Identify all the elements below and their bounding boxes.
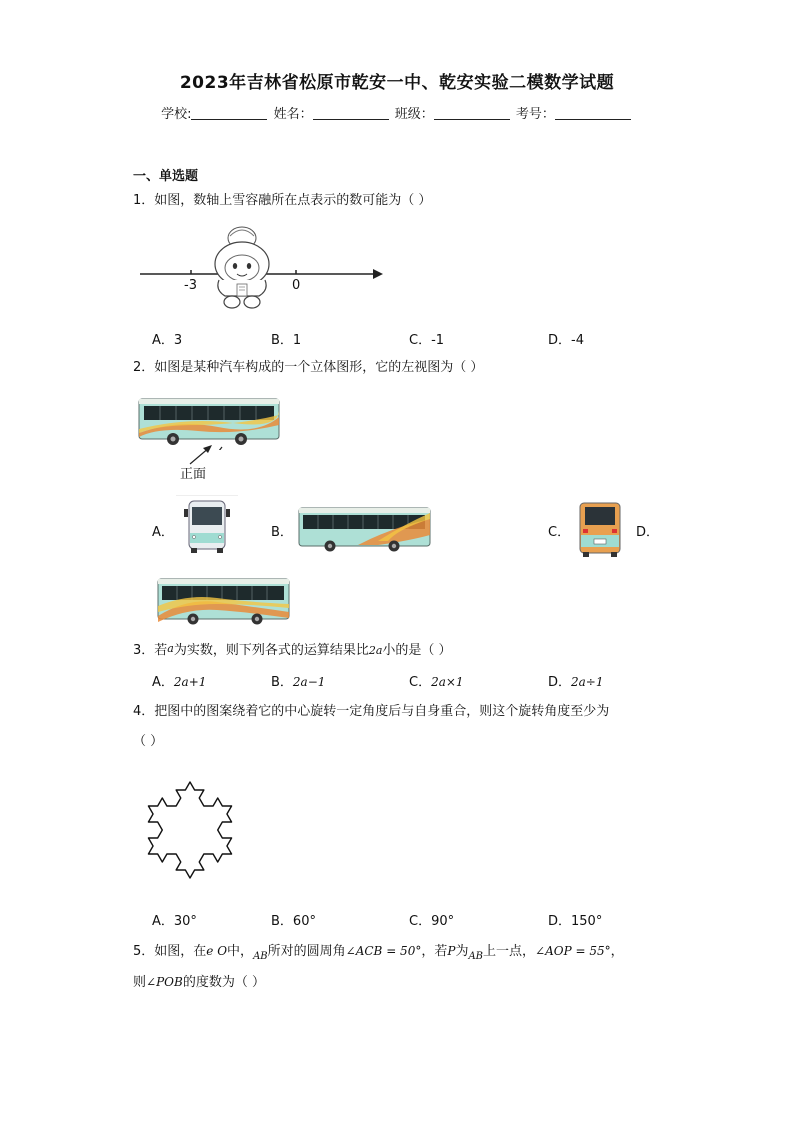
- q3-option-b-expr: 2a−1: [292, 675, 326, 689]
- koch-snowflake-figure: [128, 762, 253, 897]
- q4-option-b[interactable]: B．60°: [271, 914, 316, 929]
- q3-text-mid: 为实数，则下列各式的运算结果比: [173, 643, 369, 658]
- q3-option-d-expr: 2a÷1: [571, 675, 604, 689]
- q5-text-line2-a: 则: [133, 975, 147, 990]
- q1-option-b[interactable]: B．1: [271, 333, 302, 348]
- number-blank[interactable]: [555, 107, 631, 120]
- question-4-text-line2: （ ）: [133, 734, 164, 749]
- q1-option-a[interactable]: A．3: [152, 333, 183, 348]
- q5-text-line2-b: 的度数为（ ）: [182, 975, 265, 990]
- q5-arc-ab: AB: [253, 951, 268, 962]
- q5-text-f: 上一点，: [483, 944, 536, 959]
- q3-option-c-expr: 2a×1: [431, 675, 464, 689]
- q3-var-a: a: [167, 642, 174, 655]
- label-0: 0: [292, 278, 301, 293]
- q1-option-c[interactable]: C．-1: [409, 333, 445, 348]
- question-2-text: 2．如图是某种汽车构成的一个立体图形，它的左视图为（ ）: [133, 360, 484, 375]
- q3-option-c[interactable]: [409, 671, 464, 690]
- q2-option-c[interactable]: C．: [548, 525, 571, 540]
- snowflake-outline: [148, 782, 231, 878]
- q3-expr-2a: 2a: [368, 644, 383, 657]
- school-label: 学校:: [161, 107, 192, 122]
- q5-text-a: 5．如图，在: [133, 944, 207, 959]
- number-line-arrow-icon: [373, 269, 383, 279]
- number-label: 考号：: [515, 107, 555, 122]
- bus-side-view-left-image[interactable]: [157, 576, 291, 628]
- q3-option-d-label: D．: [548, 675, 572, 690]
- bus-side-view-right-image[interactable]: [298, 505, 432, 555]
- q5-point-p: P: [447, 944, 456, 958]
- bus-front-view-image[interactable]: [176, 495, 238, 557]
- question-5-text-line1: [133, 942, 624, 962]
- question-3-text: [133, 640, 452, 660]
- q3-option-a[interactable]: [152, 671, 206, 690]
- name-label: 姓名：: [273, 107, 313, 122]
- label-minus-3: -3: [184, 278, 197, 293]
- q2-option-d[interactable]: D．: [636, 525, 660, 540]
- q4-option-d[interactable]: D．150°: [548, 914, 603, 929]
- q3-option-a-label: A．: [152, 675, 174, 690]
- class-blank[interactable]: [434, 107, 510, 120]
- q1-option-d[interactable]: D．-4: [548, 333, 584, 348]
- q3-text-before: 3．若: [133, 643, 168, 658]
- q3-option-a-expr: 2a+1: [173, 675, 207, 689]
- question-1-text: 1．如图，数轴上雪容融所在点表示的数可能为（ ）: [133, 193, 432, 208]
- class-label: 班级：: [394, 107, 434, 122]
- number-line-figure: [133, 222, 393, 317]
- q4-option-c[interactable]: C．90°: [409, 914, 455, 929]
- section-title: 一、单选题: [133, 169, 199, 184]
- name-blank[interactable]: [313, 107, 389, 120]
- student-info-line: [0, 103, 794, 122]
- q5-text-b: 中，: [227, 944, 254, 959]
- q3-option-b-label: B．: [271, 675, 293, 690]
- page-title: 2023年吉林省松原市乾安一中、乾安实验二模数学试题: [179, 73, 615, 93]
- q5-arc-ab-2: AB: [468, 951, 484, 962]
- q5-text-g: ，: [610, 944, 624, 959]
- front-label: 正面: [180, 467, 207, 482]
- q3-option-c-label: C．: [409, 675, 432, 690]
- bus-rear-view-image[interactable]: [575, 501, 625, 559]
- q5-angle-acb: ∠ACB = 50°: [345, 944, 422, 958]
- q2-option-b[interactable]: B．: [271, 525, 293, 540]
- q3-option-b[interactable]: [271, 671, 325, 690]
- school-blank[interactable]: [191, 107, 267, 120]
- q3-text-after: 小的是（ ）: [382, 643, 452, 658]
- q5-circle-o: e O: [206, 944, 228, 958]
- bus-side-view-figure: [138, 395, 283, 450]
- q4-option-a[interactable]: A．30°: [152, 914, 197, 929]
- q5-text-d: ，若: [421, 944, 448, 959]
- q5-angle-pob: ∠POB: [146, 975, 183, 989]
- question-4-text: 4．把图中的图案绕着它的中心旋转一定角度后与自身重合，则这个旋转角度至少为: [133, 704, 610, 719]
- q2-option-a[interactable]: A．: [152, 525, 174, 540]
- mascot-icon: [215, 227, 269, 308]
- q5-text-c: 所对的圆周角: [267, 944, 346, 959]
- q5-text-e: 为: [455, 944, 469, 959]
- q5-angle-aop: ∠AOP = 55°: [535, 944, 611, 958]
- question-5-text-line2: [133, 973, 265, 992]
- q3-option-d[interactable]: [548, 671, 604, 690]
